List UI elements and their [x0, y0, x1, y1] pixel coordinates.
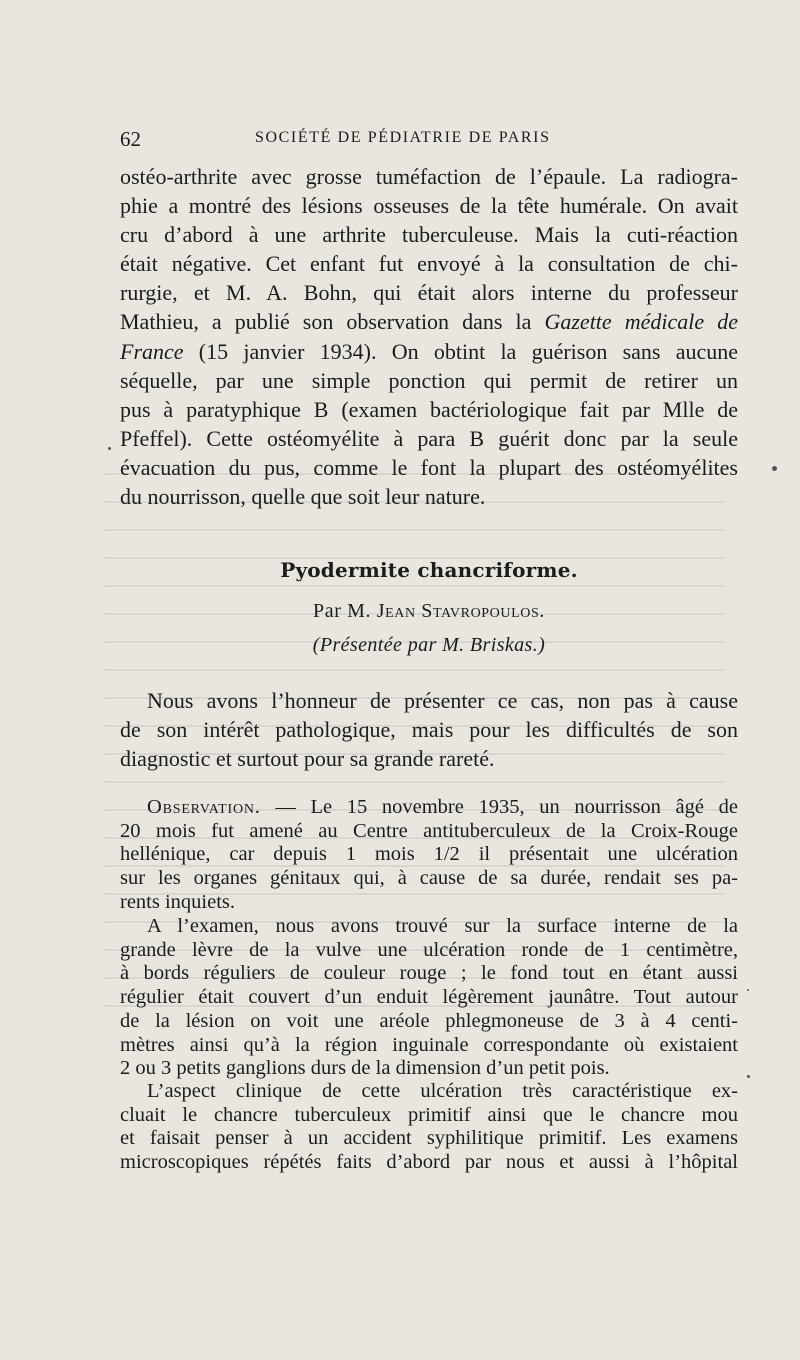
page-number: 62	[120, 127, 141, 151]
observation-paragraph-2	[120, 915, 738, 1081]
text-line: phie a montré des lésions osseuses de la tête humérale. On avait	[120, 193, 738, 219]
text-line: était négative. Cet enfant fut envoyé à la consultation de chi-	[120, 251, 738, 277]
text-line: ostéo-arthrite avec grosse tuméfaction de l’épaule. La radiogra-	[120, 164, 738, 189]
text-line: cru d’abord à une arthrite tuberculeuse. Mais la cuti-réaction	[120, 222, 738, 248]
text-line: mètres ainsi qu’à la région inguinale correspondante où existaient	[120, 1033, 738, 1056]
observation-paragraph-3	[120, 1080, 738, 1175]
text-line: hellénique, car depuis 1 mois 1/2 il présentait une ulcération	[120, 843, 738, 866]
text-line: et faisait penser à un accident syphilitique primitif. Les examens	[120, 1127, 738, 1150]
page-header	[120, 127, 740, 153]
text-line: séquelle, par une simple ponction qui permit de retirer un	[120, 367, 738, 393]
intro-paragraph	[120, 686, 738, 773]
text-line: grande lèvre de la vulve une ulcération ronde de 1 centimètre,	[120, 938, 738, 961]
author-name: Jean Stavropoulos.	[376, 600, 545, 622]
text-line: 20 mois fut amené au Centre antituberculeux de la Croix-Rouge	[120, 819, 738, 842]
text-line: L’aspect clinique de cette ulcération très caractéristique ex-	[147, 1080, 738, 1102]
text-line: du nourrisson, quelle que soit leur nature.	[120, 484, 486, 510]
text-line: sur les organes génitaux qui, à cause de sa durée, rendait ses pa-	[120, 867, 738, 890]
presenter-line: (Présentée par M. Briskas.)	[312, 634, 546, 656]
author-line	[120, 600, 738, 623]
text-line: pus à paratyphique B (examen bactériologique fait par Mlle de	[120, 396, 738, 422]
paper-speck	[108, 447, 111, 450]
text-line: cluait le chancre tuberculeux primitif ainsi que le chancre mou	[120, 1103, 738, 1126]
journal-title: Gazette médicale de	[544, 309, 739, 335]
paper-speck	[747, 989, 749, 991]
text-line	[120, 337, 738, 366]
text-line: rents inquiets.	[120, 890, 236, 913]
text-line: évacuation du pus, comme le font la plupart des ostéomyélites	[120, 454, 738, 480]
text-line: régulier était couvert d’un enduit légèrement jaunâtre. Tout autour	[120, 986, 738, 1009]
opening-paragraph	[120, 162, 738, 511]
author-prefix: Par M.	[313, 600, 372, 622]
running-head: SOCIÉTÉ DE PÉDIATRIE DE PARIS	[255, 129, 551, 146]
observation-label: Observation.	[147, 796, 261, 818]
journal-title: France	[120, 338, 184, 364]
text-line	[120, 307, 738, 336]
paper-speck	[747, 1075, 750, 1078]
text-segment: Mathieu, a publié son observation dans la	[120, 309, 545, 335]
text-line: de son intérêt pathologique, mais pour les difficultés de son	[120, 717, 738, 743]
paper-speck	[772, 466, 777, 471]
text-line	[120, 796, 738, 820]
observation-text: — Le 15 novembre 1935, un nourrisson âgé de	[260, 796, 738, 818]
text-line: de la lésion on voit une aréole phlegmoneuse de 3 à 4 centi-	[120, 1009, 738, 1032]
text-line: microscopiques répétés faits d’abord par nous et aussi à l’hôpital	[120, 1151, 738, 1174]
text-line: A l’examen, nous avons trouvé sur la surface interne de la	[147, 915, 738, 937]
text-line: à bords réguliers de couleur rouge ; le fond tout en étant aussi	[120, 962, 738, 985]
text-line: rurgie, et M. A. Bohn, qui était alors interne du professeur	[120, 280, 738, 306]
text-segment: (15 janvier 1934). On obtint la guérison sans aucune	[183, 338, 738, 364]
text-line: Pfeffel). Cette ostéomyélite à para B guérit donc par la seule	[120, 425, 738, 451]
text-line: Nous avons l’honneur de présenter ce cas, non pas à cause	[147, 688, 738, 713]
article-title: Pyodermite chancriforme.	[280, 558, 578, 582]
observation-paragraph-1	[120, 796, 738, 915]
text-line: diagnostic et surtout pour sa grande rareté.	[120, 746, 495, 772]
text-line: 2 ou 3 petits ganglions durs de la dimension d’un petit pois.	[120, 1057, 610, 1080]
